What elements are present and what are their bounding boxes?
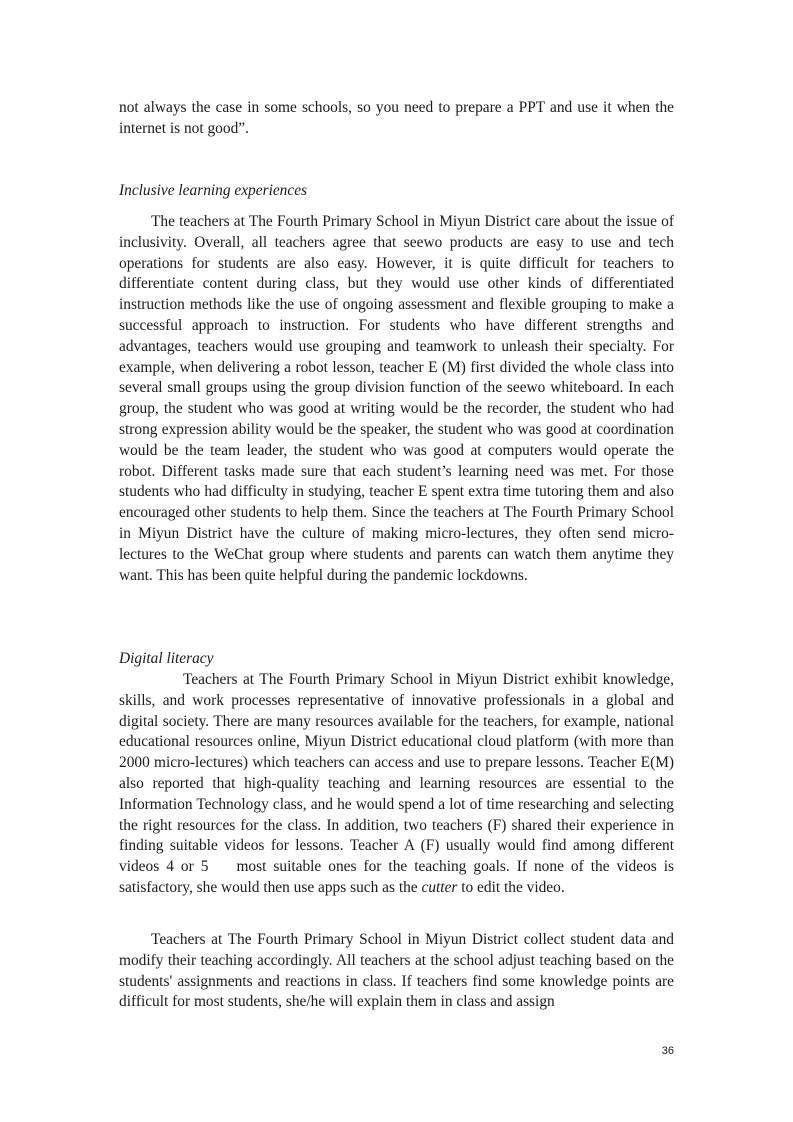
inclusive-learning-paragraph: The teachers at The Fourth Primary School in Miyun District care about the issue of inclusivity. Overall, all teachers agree that seewo products are easy to use and tech operations for students are also easy. However, it is quite difficult for teachers to differentiate content during class, but they would use other kinds of differentiated instruction methods like the use of ongoing assessment and flexible grouping to make a successful approach to instruction. For students who have different strengths and advantages, teachers would use grouping and teamwork to unleash their specialty. For example, when delivering a robot lesson, teacher E (M) first divided the whole class into several small groups using the group division function of the seewo whiteboard. In each group, the student who was good at writing would be the recorder, the student who had strong expression ability would be the speaker, the student who was good at coordination would be the team leader, the student who was good at computers would operate the robot. Different tasks made sure that each student’s learning need was met. For those students who had difficulty in studying, teacher E spent extra time tutoring them and also encouraged other students to help them. Since the teachers at The Fourth Primary School in Miyun District have the culture of making micro-lectures, they often send micro-lectures to the WeChat group where students and parents can watch them anytime they want. This has been quite helpful during the pandemic lockdowns. bbox=[119, 213, 674, 584]
page-number: 36 bbox=[661, 1045, 674, 1057]
student-data-paragraph: Teachers at The Fourth Primary School in Miyun District collect student data and modify their teaching accordingly. All teachers at the school adjust teaching based on the students' assignments and reactions in class. If teachers find some knowledge points are difficult for most students, she/he will explain them in class and assign bbox=[119, 931, 674, 1011]
continuation-paragraph: not always the case in some schools, so you need to prepare a PPT and use it when the internet is not good”. bbox=[119, 99, 674, 137]
section-heading-inclusive-learning: Inclusive learning experiences bbox=[119, 182, 308, 199]
section-heading-digital-literacy: Digital literacy bbox=[119, 650, 214, 667]
digital-literacy-paragraph bbox=[119, 670, 674, 899]
digital-literacy-text-part-1: Teachers at The Fourth Primary School in Miyun District exhibit knowledge, skills, and work processes representative of innovative professionals in a global and digital society. There are many resources available for the teachers, for example, national educational resources online, Miyun District educational cloud platform (with more than 2000 micro-lectures) which teachers can access and use to prepare lessons. Teacher E(M) also reported that high-quality teaching and learning resources are essential to the Information Technology class, and he would spend a lot of time researching and selecting the right resources for the class. In addition, two teachers (F) shared their experience in finding suitable videos for lessons. Teacher A (F) usually would find among different videos 4 or 5 most suitable ones for the teaching goals. If none of the videos is satisfactory, she would then use apps such as the bbox=[119, 671, 674, 896]
cutter-app-name: cutter bbox=[421, 878, 458, 896]
digital-literacy-text-part-2: to edit the video. bbox=[457, 878, 565, 896]
